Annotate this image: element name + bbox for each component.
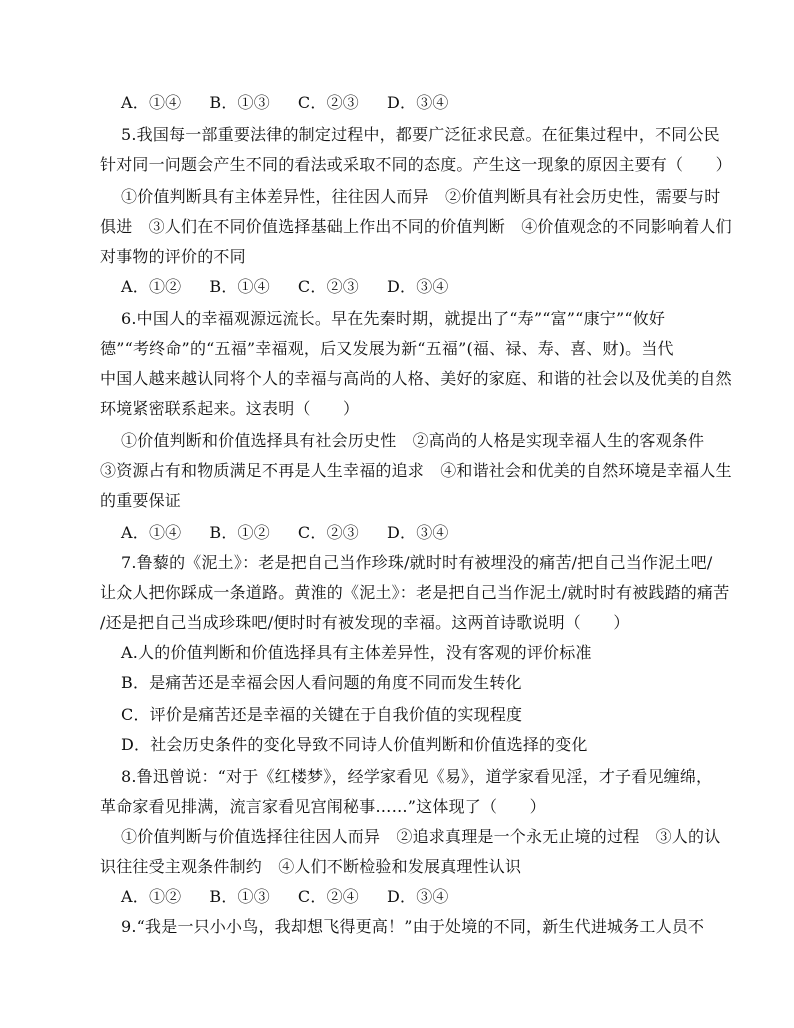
option-b: B．①③ [209,887,270,906]
q8-item-line: 识往往受主观条件制约 ④人们不断检验和发展真理性认识 [100,857,522,876]
option-b: B．①④ [209,277,270,296]
q8-options [121,886,794,908]
q5-options [121,276,794,298]
q6-stem-line: 环境紧密联系起来。这表明（ ） [100,399,360,418]
q7-stem-line: 7.鲁藜的《泥土》：老是把自己当作珍珠/就时时有被埋没的痛苦/把自己当作泥土吧/ [121,553,713,572]
option-d: D．③④ [386,277,449,296]
option-c: C．②③ [297,523,359,542]
q8-stem-line: 革命家看见排满，流言家看见宫闱秘事……”这体现了（ ） [100,797,546,816]
q9-stem-line: 9.“我是一只小小鸟，我却想飞得更高！”由于处境的不同，新生代进城务工人员不 [121,917,705,936]
q8-item-line: ①价值判断与价值选择往往因人而异 ②追求真理是一个永无止境的过程 ③人的认 [121,827,721,846]
q6-stem-line: 6.中国人的幸福观源远流长。早在先秦时期，就提出了“寿”“富”“康宁”“攸好 [121,309,666,328]
q6-options [121,522,794,544]
q4-options [121,92,794,114]
option-d: D．③④ [386,93,449,112]
q6-stem-line: 中国人越来越认同将个人的幸福与高尚的人格、美好的家庭、和谐的社会以及优美的自然 [100,369,732,388]
option-b: B．①② [209,523,270,542]
q5-stem-line: 针对同一问题会产生不同的看法或采取不同的态度。产生这一现象的原因主要有（ ） [100,155,732,174]
option-d: D．③④ [386,887,449,906]
q6-item-line: ③资源占有和物质满足不再是人生幸福的追求 ④和谐社会和优美的自然环境是幸福人生 [100,461,732,480]
q5-item-line: ①价值判断具有主体差异性，往往因人而异 ②价值判断具有社会历史性，需要与时 [121,187,721,206]
q7-choice-d: D．社会历史条件的变化导致不同诗人价值判断和价值选择的变化 [121,735,588,754]
option-d: D．③④ [386,523,449,542]
q7-choice-b: B．是痛苦还是幸福会因人看问题的角度不同而发生转化 [121,673,522,692]
option-a: A．①② [121,277,182,296]
q5-item-line: 对事物的评价的不同 [100,247,246,266]
option-c: C．②③ [297,277,359,296]
option-a: A．①④ [121,523,182,542]
q5-stem-line: 5.我国每一部重要法律的制定过程中，都要广泛征求民意。在征集过程中，不同公民 [121,125,720,144]
option-c: C．②③ [297,93,359,112]
q6-item-line: ①价值判断和价值选择具有社会历史性 ②高尚的人格是实现幸福人生的客观条件 [121,431,705,450]
q7-stem-line: /还是把自己当成珍珠吧/便时时有被发现的幸福。这两首诗歌说明（ ） [100,613,630,632]
q7-choice-a: A.人的价值判断和价值选择具有主体差异性，没有客观的评价标准 [121,643,592,662]
option-b: B．①③ [209,93,270,112]
q7-choice-c: C．评价是痛苦还是幸福的关键在于自我价值的实现程度 [121,705,523,724]
option-c: C．②④ [297,887,359,906]
q5-item-line: 俱进 ③人们在不同价值选择基础上作出不同的价值判断 ④价值观念的不同影响着人们 [100,217,732,236]
option-a: A．①② [121,887,182,906]
q7-stem-line: 让众人把你踩成一条道路。黄淮的《泥土》：老是把自己当作泥土/就时时有被践踏的痛苦 [100,583,730,602]
q6-stem-line: 德”“考终命”的“五福”幸福观，后又发展为新“五福”(福、禄、寿、喜、财)。当代 [100,339,674,358]
q8-stem-line: 8.鲁迅曾说：“对于《红楼梦》，经学家看见《易》，道学家看见淫，才子看见缠绵， [121,767,713,786]
q6-item-line: 的重要保证 [100,491,182,510]
option-a: A．①④ [121,93,182,112]
